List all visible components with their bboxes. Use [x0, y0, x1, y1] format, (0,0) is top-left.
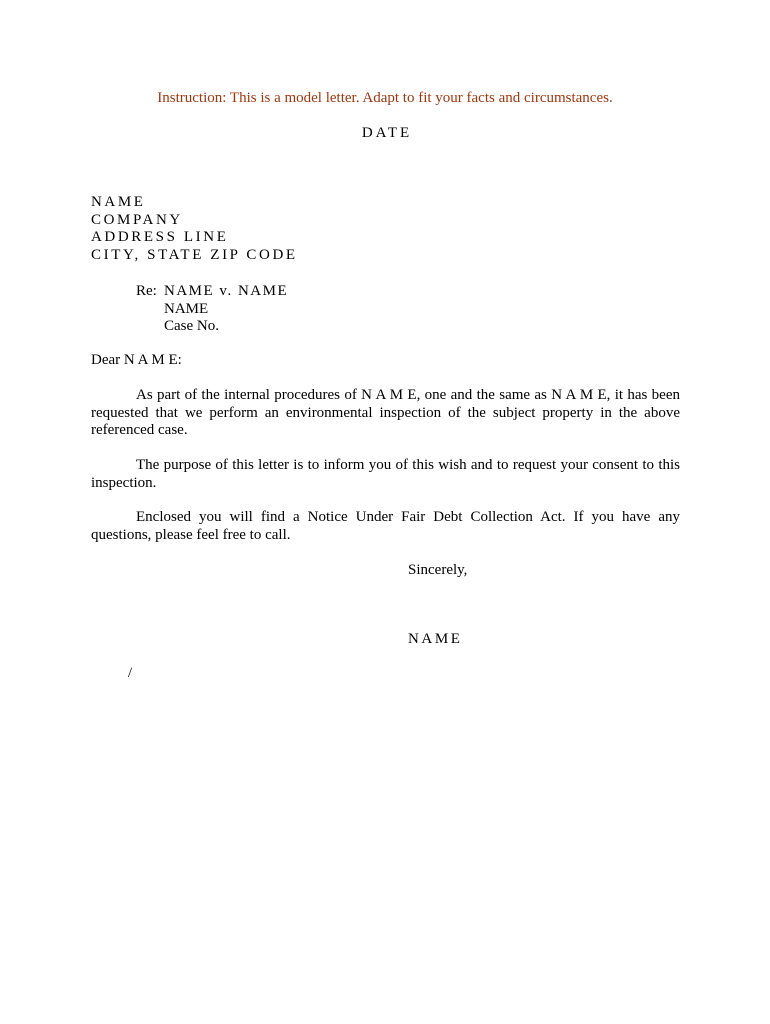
recipient-city-state-zip: CITY, STATE ZIP CODE: [91, 246, 298, 263]
body-paragraph: Enclosed you will find a Notice Under Fair Debt Collection Act. If you have any questions, please feel free to call.: [91, 509, 680, 543]
re-parties: NAME v. NAME: [164, 283, 289, 299]
re-name: NAME: [164, 300, 209, 317]
signer-name: NAME: [408, 631, 463, 647]
recipient-name: NAME: [91, 194, 146, 210]
closing: Sincerely,: [408, 562, 468, 578]
re-line: [136, 283, 288, 301]
salutation: Dear N A M E:: [91, 352, 182, 368]
re-case-number: Case No.: [164, 318, 219, 334]
reference-initials: /: [128, 665, 133, 681]
recipient-address-block: [91, 194, 298, 264]
body-paragraph: The purpose of this letter is to inform you of this wish and to request your consent to this inspection.: [91, 457, 680, 491]
instruction-note: Instruction: This is a model letter. Adapt to fit your facts and circumstances.: [157, 90, 613, 106]
recipient-company: COMPANY: [91, 211, 183, 228]
recipient-address-line: ADDRESS LINE: [91, 229, 229, 245]
body-paragraph: As part of the internal procedures of N A M E, one and the same as N A M E, it has been requested that we perform an environmental inspection of the subject property in the above referenced case.: [91, 387, 680, 438]
re-label: Re:: [136, 283, 157, 299]
letter-date: DATE: [361, 125, 413, 141]
re-block: [136, 283, 288, 336]
